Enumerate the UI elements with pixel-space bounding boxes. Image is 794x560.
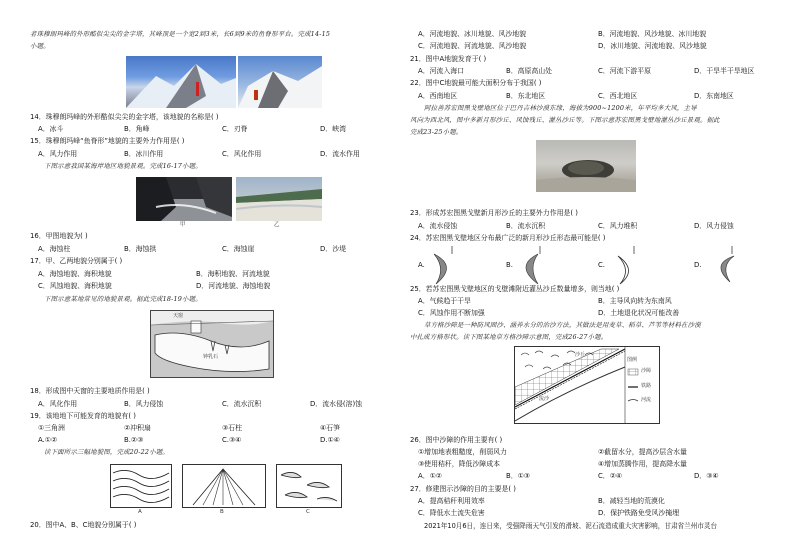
q16-option-c[interactable]: C．海蚀崖 bbox=[222, 245, 255, 253]
question-22: 22．图中C地貌最可能大面积分布于我国( ) bbox=[410, 79, 542, 87]
q17-option-b[interactable]: B．海积地貌、河流地貌 bbox=[196, 270, 270, 278]
q26-item-3: ③使用秸秆，降低沙障成本 bbox=[418, 460, 500, 468]
q27-option-a[interactable]: A．提高秸秆利用效率 bbox=[418, 497, 485, 505]
coast-label-jia: 甲 bbox=[180, 222, 186, 228]
desert-dune-photo bbox=[536, 140, 636, 192]
q17-option-c[interactable]: C．风蚀地貌、海积地貌 bbox=[38, 282, 112, 290]
q26-option-b[interactable]: B．①③ bbox=[506, 472, 530, 480]
q14-option-c[interactable]: C．刃脊 bbox=[222, 125, 248, 133]
question-25: 25．若苏宏图黑戈壁地区的戈壁滩附近灌丛沙丘数量增多，则当地( ) bbox=[410, 285, 620, 293]
closing-paragraph: 2021年10月6日，连日来，受强降雨天气引发的滑坡、泥石流造成重大灾害影响，甘肃省兰州市灵台 bbox=[424, 522, 718, 530]
coast-label-yi: 乙 bbox=[274, 222, 280, 228]
q27-option-b[interactable]: B．减轻当地的荒漠化 bbox=[598, 497, 665, 505]
q14-option-a[interactable]: A．冰斗 bbox=[38, 125, 64, 133]
landform-sketch-c bbox=[276, 464, 342, 508]
q16-option-a[interactable]: A．海蚀柱 bbox=[38, 245, 71, 253]
landform-sketch-b bbox=[182, 464, 266, 508]
q17-option-d[interactable]: D．河流地貌、海蚀地貌 bbox=[196, 282, 271, 290]
q27-option-c[interactable]: C．降低水土流失危害 bbox=[418, 509, 485, 517]
q26-option-a[interactable]: A．①② bbox=[418, 472, 442, 480]
question-14: 14．珠穆朗玛峰的外形酷似尖尖的金字塔，该地貌的名称是( ) bbox=[30, 113, 219, 121]
intro-23-25-line3: 完成23-25小题。 bbox=[410, 128, 463, 136]
q19-option-c[interactable]: C.③④ bbox=[222, 436, 242, 444]
q25-option-c[interactable]: C．风蚀作用不断加强 bbox=[418, 309, 485, 317]
question-21: 21．图中A地貌发育于( ) bbox=[410, 55, 487, 63]
q18-option-b[interactable]: B．风力侵蚀 bbox=[124, 400, 164, 408]
q23-option-b[interactable]: B．流水沉积 bbox=[506, 222, 546, 230]
question-19: 19．该地地下可能发育的地貌有( ) bbox=[30, 412, 136, 420]
q17-option-a[interactable]: A．海蚀地貌、海积地貌 bbox=[38, 270, 112, 278]
q26-item-4: ④增加蒸腾作用，提高降水量 bbox=[598, 460, 687, 468]
question-15: 15．珠穆朗玛峰“鱼脊形”地貌的主要外力作用是( ) bbox=[30, 137, 185, 145]
q23-option-d[interactable]: D．风力侵蚀 bbox=[694, 222, 734, 230]
q20-option-c[interactable]: C．河流地貌、河流地貌、风沙地貌 bbox=[418, 42, 527, 50]
map-legend-river: 河流 bbox=[641, 397, 652, 403]
crescent-dune-c-icon bbox=[610, 244, 640, 286]
q19-option-a[interactable]: A.①② bbox=[38, 436, 58, 444]
question-23: 23．形成苏宏图黑戈壁新月形沙丘的主要外力作用是( ) bbox=[410, 209, 578, 217]
q20-option-a[interactable]: A．河流地貌、冰川地貌、风沙地貌 bbox=[418, 30, 527, 38]
crescent-dune-d-icon bbox=[706, 244, 740, 286]
q21-option-b[interactable]: B．高原高山处 bbox=[506, 67, 553, 75]
q21-option-d[interactable]: D．干旱半干旱地区 bbox=[694, 67, 755, 75]
everest-photo-2 bbox=[238, 56, 322, 108]
landform-label-a: A bbox=[138, 509, 142, 515]
cave-label-stalactite: 钟乳石 bbox=[203, 354, 219, 360]
sand-barrier-map bbox=[514, 346, 660, 424]
q21-option-a[interactable]: A．河流入海口 bbox=[418, 67, 465, 75]
map-label-dune: 沙丘 bbox=[575, 352, 586, 358]
q22-option-b[interactable]: B．东北地区 bbox=[506, 92, 546, 100]
karst-cave-diagram bbox=[150, 310, 274, 378]
intro-14-15: 者珠穆朗玛峰的外形酷似尖尖的金字塔，其峰顶是一个宽2到3米，长6到9米的鱼脊形平台。完成14-15 bbox=[30, 30, 331, 38]
intro-14-15-end: 小题。 bbox=[30, 42, 50, 50]
q14-option-d[interactable]: D．峡湾 bbox=[320, 125, 346, 133]
crescent-dune-a-icon bbox=[428, 244, 458, 286]
question-17: 17．甲、乙两地貌分别属于( ) bbox=[30, 257, 123, 265]
coast-photo-yi bbox=[236, 177, 322, 221]
q19-item-4: ④石笋 bbox=[320, 424, 340, 432]
q21-option-c[interactable]: C．河流下游平原 bbox=[598, 67, 652, 75]
intro-18-19: 下图示意某地常见的地貌景观。据此完成18-19小题。 bbox=[44, 295, 202, 303]
intro-16-17: 下图示意我国某海岸地区地貌景观。完成16-17小题。 bbox=[44, 162, 202, 170]
coast-photo-jia bbox=[136, 177, 232, 221]
landform-label-b: B bbox=[220, 509, 224, 515]
q22-option-d[interactable]: D．东南地区 bbox=[694, 92, 734, 100]
q18-option-c[interactable]: C．流水沉积 bbox=[222, 400, 262, 408]
question-16: 16．甲图地貌为( ) bbox=[30, 232, 88, 240]
landform-label-c: C bbox=[306, 509, 310, 515]
q19-item-1: ①三角洲 bbox=[38, 424, 65, 432]
everest-photo-1 bbox=[126, 56, 236, 108]
q24-option-b[interactable]: B. bbox=[506, 261, 513, 269]
question-20: 20．图中A、B、C地貌分别属于( ) bbox=[30, 521, 137, 529]
q16-option-d[interactable]: D．沙堤 bbox=[320, 245, 346, 253]
q22-option-a[interactable]: A．西南地区 bbox=[418, 92, 458, 100]
intro-26-27-line1: 草方格沙障是一种防风固沙、涵养水分的治沙方法，其做法是用麦草、稻草、芦苇等材料在沙漠 bbox=[424, 321, 701, 329]
q19-item-3: ③石柱 bbox=[222, 424, 242, 432]
q26-item-2: ②截留水分，提高沙层含水量 bbox=[598, 448, 687, 456]
q18-option-d[interactable]: D．流水侵(溶)蚀 bbox=[310, 400, 363, 408]
q27-option-d[interactable]: D．保护铁路免受风沙掩埋 bbox=[598, 509, 680, 517]
question-26: 26．图中沙障的作用主要有( ) bbox=[410, 436, 503, 444]
q24-option-a[interactable]: A. bbox=[418, 261, 425, 269]
question-24: 24．苏宏图黑戈壁地区分布最广泛的新月形沙丘形态最可能是( ) bbox=[410, 234, 606, 242]
q15-option-d[interactable]: D．流水作用 bbox=[320, 150, 360, 158]
map-legend-title: 图例 bbox=[627, 357, 638, 363]
intro-20-22: 读下面所示三幅地貌图，完成20-22小题。 bbox=[44, 448, 169, 456]
q23-option-a[interactable]: A．流水侵蚀 bbox=[418, 222, 458, 230]
q15-option-b[interactable]: B．冰川作用 bbox=[124, 150, 164, 158]
q15-option-c[interactable]: C．风化作用 bbox=[222, 150, 262, 158]
mountain-illustration bbox=[126, 56, 236, 108]
q20-option-d[interactable]: D．冰川地貌、河流地貌、风沙地貌 bbox=[598, 42, 707, 50]
q22-option-c[interactable]: C．西北地区 bbox=[598, 92, 638, 100]
q25-option-d[interactable]: D．土地退化状况可能改善 bbox=[598, 309, 680, 317]
question-27: 27．修建图示沙障的目的主要是( ) bbox=[410, 485, 516, 493]
question-18: 18．形成图中天窗的主要地质作用是( ) bbox=[30, 387, 150, 395]
map-legend-barrier: 沙障 bbox=[641, 368, 652, 374]
q19-option-d[interactable]: D.①④ bbox=[320, 436, 340, 444]
landform-sketch-a bbox=[110, 464, 172, 508]
map-label-sand: 流沙 bbox=[539, 396, 550, 402]
q20-option-b[interactable]: B．河流地貌、风沙地貌、冰川地貌 bbox=[598, 30, 707, 38]
q14-option-b[interactable]: B．角峰 bbox=[124, 125, 150, 133]
crescent-dune-b-icon bbox=[516, 244, 546, 286]
q24-option-c[interactable]: C. bbox=[598, 261, 606, 269]
q26-item-1: ①增加地表粗糙度，削弱风力 bbox=[418, 448, 507, 456]
q18-option-a[interactable]: A．风化作用 bbox=[38, 400, 78, 408]
q26-option-c[interactable]: C．②④ bbox=[598, 472, 623, 480]
map-legend-railway: 铁路 bbox=[641, 383, 652, 389]
intro-26-27-line2: 中扎成方格形状。读下图某地草方格沙障示意图，完成26-27小题。 bbox=[410, 333, 608, 341]
q15-option-a[interactable]: A．风力作用 bbox=[38, 150, 78, 158]
q26-option-d[interactable]: D．③④ bbox=[694, 472, 719, 480]
q24-option-d[interactable]: D. bbox=[694, 261, 702, 269]
q25-option-a[interactable]: A．气候趋于干旱 bbox=[418, 297, 471, 305]
q16-option-b[interactable]: B．海蚀拱 bbox=[124, 245, 157, 253]
intro-23-25-line1: 阿拉善苏宏图黑戈壁地区位于巴丹吉林沙漠东缘，海拔为900~1200米，年平均多大风，主导 bbox=[424, 104, 697, 112]
cave-label-skylight: 天窗 bbox=[173, 313, 184, 319]
q23-option-c[interactable]: C．风力堆积 bbox=[598, 222, 638, 230]
q19-option-b[interactable]: B.②③ bbox=[124, 436, 144, 444]
intro-23-25-line2: 风向为西北风，图中多新月形沙丘、风蚀残丘、灌丛沙丘等。下图示意苏宏图黑戈壁地灌丛沙丘景观。据此 bbox=[410, 116, 720, 124]
q25-option-b[interactable]: B．主导风向转为东南风 bbox=[598, 297, 672, 305]
q19-item-2: ②冲积扇 bbox=[124, 424, 151, 432]
